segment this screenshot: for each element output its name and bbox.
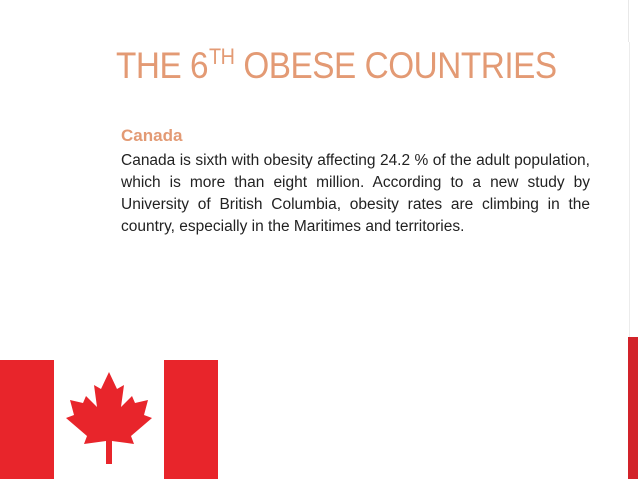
flag-right-band [164, 360, 218, 479]
flag-left-band [0, 360, 54, 479]
canada-flag-icon [0, 360, 218, 479]
country-description: Canada is sixth with obesity affecting 24.2 % of the adult population, which is more than eight million. According to a new study by University of British Columbia, obesity rates are climbing in the country, especially in the Maritimes and territories. [121, 152, 590, 235]
title-prefix: THE 6 [116, 45, 209, 86]
country-heading: Canada [121, 126, 183, 145]
title-superscript: TH [209, 44, 235, 69]
right-accent-bar [628, 337, 638, 479]
slide-title [116, 44, 557, 87]
top-accent-block [628, 0, 638, 42]
title-suffix: OBESE COUNTRIES [234, 45, 557, 86]
right-edge-line [629, 42, 630, 337]
